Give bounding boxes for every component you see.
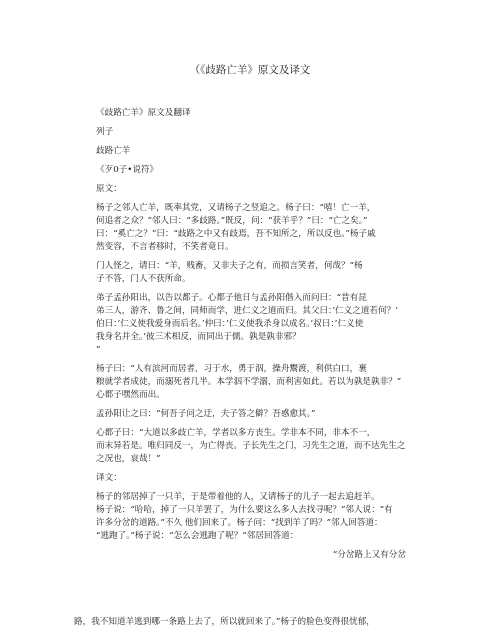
translation-line: 杨子的邻居掉了一只羊，于是带着他的人，又请杨子的儿子一起去追赶羊。 — [96, 492, 380, 502]
para6-line: 之况也，哀哉！” — [96, 454, 161, 464]
para6-line: 心都子曰：“大道以多歧亡羊，学者以多方丧生。学非本不同，非本不一， — [96, 428, 376, 438]
para2-line: 门人怪之，请曰：“羊，贱畜，又非夫子之有，而损言笑者，何哉？”杨 — [96, 261, 363, 271]
para4-line: 杨子曰：“人有滨河而居者，习于水，勇于泅，操舟鬻渡，利供白口，裹 — [96, 364, 367, 374]
original-label: 原文： — [96, 184, 122, 194]
para4-line: 心都子嘿然而出。 — [96, 390, 165, 400]
bottom-line: 路，我不知道羊逃到哪一条路上去了，所以就回来了。”杨子的脸色变得很忧郁， — [74, 617, 375, 627]
section-heading: 《歧路亡羊》原文及翻译 — [96, 108, 191, 118]
source-line: 《歹0子•说符》 — [96, 165, 159, 175]
para6-line: 而末异若是。唯归同反一，为亡得丧。子长先生之门，习先生之道，而不达先生之 — [96, 441, 406, 451]
author-line: 列子 — [96, 127, 114, 137]
subtitle-line: 歧路亡羊 — [96, 146, 131, 156]
para1-line: 曰：“奚亡之？”曰：“歧路之中又有歧焉，吾不知所之，所以反也。”杨子戚 — [96, 229, 376, 239]
para5-line: 孟孙阳让之曰：“何吾子问之迂，夫子答之僻？吾惑愈其。” — [96, 409, 316, 419]
para3-line: 我身名并全。’彼三术相反，而同出于儒。孰是孰非邪？ — [96, 332, 301, 342]
para3-line: 伯曰：’仁义使我爱身而后名。’仲曰：’仁义使我杀身以成名。’叔曰：’仁义使 — [96, 319, 364, 329]
para4-line: 粮就学者成徒，而溺死者几半。本学泅不学溺，而利害如此。若以为孰是孰非？” — [96, 377, 402, 387]
translation-line-right: “分岔路上又有分岔 — [332, 550, 406, 560]
translation-label: 译文： — [96, 473, 122, 483]
para3-line: 弟子孟孙阳出，以告以都子。心都子他日与孟孙阳偕入而问曰：“昔有昆 — [96, 293, 367, 303]
para1-line: 然变容，不言者移时，不笑者竟日。 — [96, 242, 234, 252]
translation-line: 杨子说：“哈哈，掉了一只羊罢了，为什么要这么多人去找寻呢？”邻人说：“有 — [96, 505, 393, 515]
translation-line: “逃跑了。”杨子说：“怎么会逃跑了呢？”邻居回答道： — [96, 531, 299, 541]
page-title: （《歧路亡羊》原文及译文 — [189, 64, 311, 76]
translation-line: 许多分岔的道路。”不久 他们回来了。杨子问：“找到羊了吗？”邻人回答道： — [96, 518, 383, 528]
para3-line: ” — [96, 345, 101, 355]
document-body — [96, 107, 406, 562]
para3-line: 弟三人，游齐、鲁之间，同师而学，进仁义之道而归。其父曰：’仁义之道若何？’ — [96, 306, 398, 316]
para1-line: 何追者之众？”邻人曰：“多歧路。”既反，问：“获羊乎？”曰：“亡之矣。” — [96, 216, 368, 226]
para2-line: 子不答，门人不获所命。 — [96, 274, 191, 284]
para1-line: 杨子之邻人亡羊，既率其党，又请杨子之竖追之。杨子曰：“嘻！亡一羊， — [96, 203, 376, 213]
